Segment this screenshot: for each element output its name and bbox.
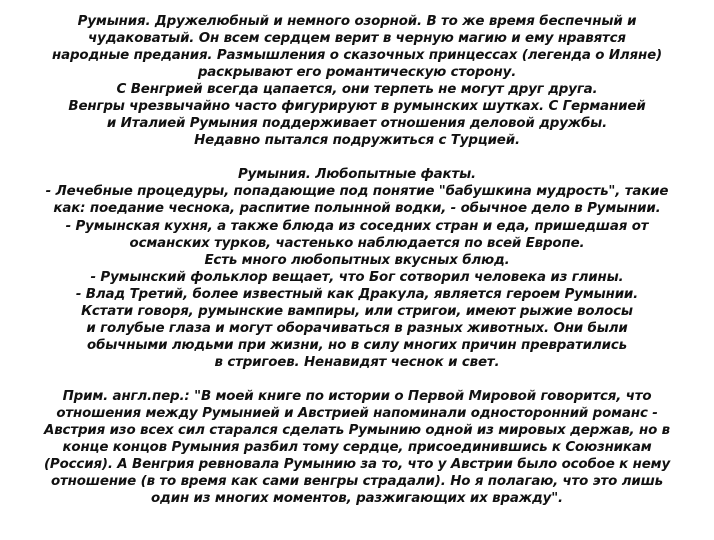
text-line: один из многих моментов, разжигающих их вражду". [151, 491, 563, 507]
text-line: и Италией Румыния поддерживает отношения деловой дружбы. [106, 116, 608, 132]
text-line: Кстати говоря, румынские вампиры, или стригои, имеют рыжие волосы [81, 303, 633, 319]
text-line: в стригоев. Ненавидят чеснок и свет. [214, 354, 500, 370]
text-line: Румыния. Дружелюбный и немного озорной. В то же время беспечный и [77, 14, 637, 29]
text-line: отношение (в то время как сами венгры страдали). Но я полагаю, что это лишь [51, 474, 663, 490]
text-line: (Россия). А Венгрия ревновала Румынию за то, что у Австрии было особое к нему [43, 457, 671, 473]
paragraph-character-description [10, 13, 704, 149]
text-line: османских турков, частенько наблюдается по всей Европе. [129, 235, 585, 251]
text-line: - Румынский фольклор вещает, что Бог сотворил человека из глины. [90, 269, 624, 285]
text-line: и голубые глаза и могут оборачиваться в разных животных. Они были [86, 320, 628, 336]
text-line: - Румынская кухня, а также блюда из соседних стран и еда, пришедшая от [65, 218, 649, 234]
text-line: как: поедание чеснока, распитие полынной водки, - обычное дело в Румынии. [53, 201, 661, 217]
text-line: Австрия изо всех сил старался сделать Румынию одной из мировых держав, но в [44, 423, 670, 439]
paragraph-gap [10, 149, 704, 166]
paragraph-curious-facts [10, 166, 704, 371]
text-line: конце концов Румыния разбил тому сердце, присоединившись к Союзникам [62, 440, 652, 456]
text-line: обычными людьми при жизни, но в силу многих причин превратились [87, 337, 627, 353]
paragraph-gap [10, 371, 704, 388]
text-line: С Венгрией всегда цапается, они терпеть не могут друг друга. [116, 82, 598, 98]
text-line: Прим. англ.пер.: "В моей книге по истории о Первой Мировой говорится, что [62, 388, 652, 404]
paragraph-translator-note [10, 388, 704, 507]
text-line: Венгры чрезвычайно часто фигурируют в румынских шутках. С Германией [68, 99, 646, 115]
text-line: - Лечебные процедуры, попадающие под понятие "бабушкина мудрость", такие [45, 184, 669, 200]
text-line: Румыния. Любопытные факты. [238, 167, 476, 183]
text-line: Недавно пытался подружиться с Турцией. [194, 133, 520, 149]
text-line: - Влад Третий, более известный как Дракула, является героем Румынии. [75, 286, 639, 302]
text-line: Есть много любопытных вкусных блюд. [204, 252, 510, 268]
text-line: чудаковатый. Он всем сердцем верит в черную магию и ему нравятся [88, 31, 626, 47]
text-line: раскрывают его романтическую сторону. [197, 65, 517, 81]
text-line: народные предания. Размышления о сказочных принцессах (легенда о Иляне) [51, 48, 662, 64]
text-line: отношения между Румынией и Австрией напоминали односторонний романс - [56, 405, 658, 421]
